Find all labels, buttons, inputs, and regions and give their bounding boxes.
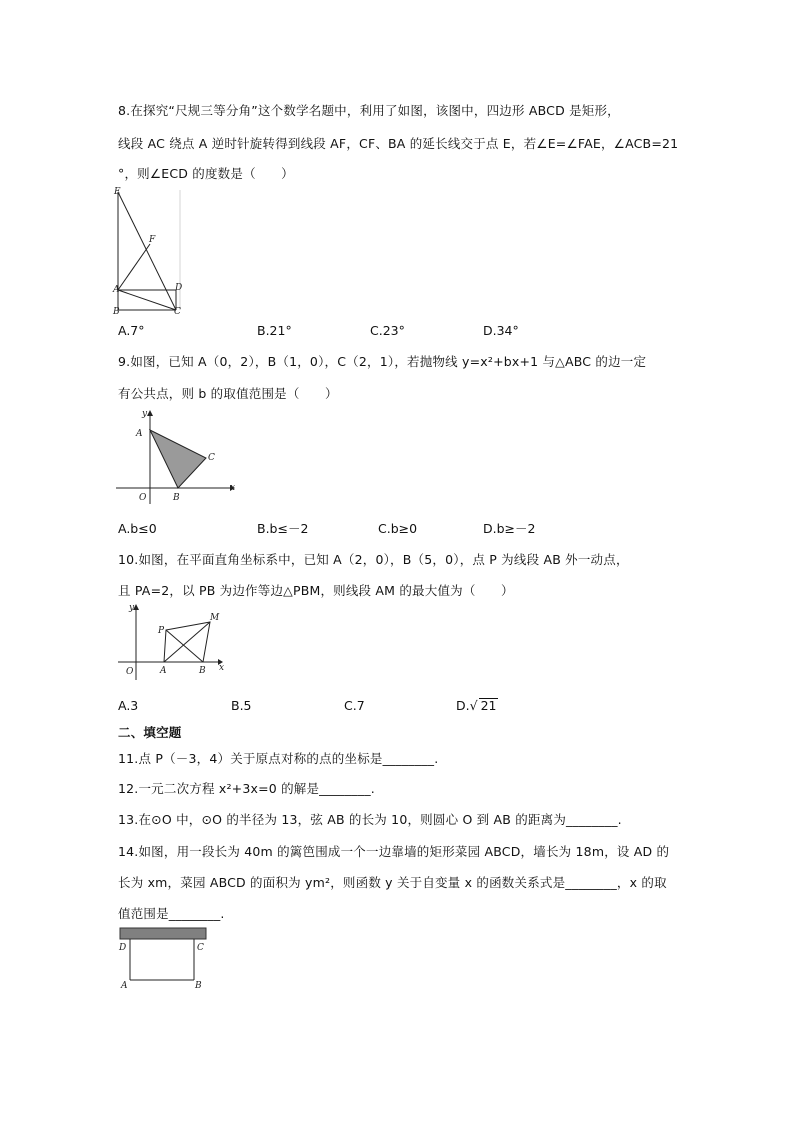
q8-label-A: A	[113, 285, 120, 295]
section-title: 二、填空题	[118, 725, 182, 740]
q10-label-P: P	[158, 626, 165, 636]
q10-label-B: B	[199, 666, 206, 676]
q13-text: 13.在⊙O 中，⊙O 的半径为 13，弦 AB 的长为 10，则圆心 O 到 AB 的距离为________.	[118, 812, 622, 827]
q10-figure	[116, 602, 236, 682]
q10-option-a: A.3	[118, 698, 139, 713]
q9-line-2: 有公共点，则 b 的取值范围是（ ）	[118, 386, 338, 401]
q10-label-x: x	[219, 663, 225, 673]
q9-option-b: B.b≤－2	[257, 521, 309, 536]
q14-label-A: A	[121, 981, 128, 991]
q9-label-y: y	[142, 409, 148, 419]
q10-option-d	[456, 698, 498, 714]
q14-label-B: B	[195, 981, 202, 991]
q8-option-a: A.7°	[118, 323, 145, 338]
q10-option-d-label: D.	[456, 698, 470, 713]
q9-option-d: D.b≥－2	[483, 521, 536, 536]
q11-text: 11.点 P（－3，4）关于原点对称的点的坐标是________.	[118, 751, 439, 766]
q10-label-y: y	[129, 603, 135, 613]
q9-option-a: A.b≤0	[118, 521, 157, 536]
q14-line-1: 14.如图，用一段长为 40m 的篱笆围成一个一边靠墙的矩形菜园 ABCD，墙长为 18m，设 AD 的	[118, 844, 670, 859]
q10-option-b: B.5	[231, 698, 252, 713]
q10-label-A: A	[160, 666, 167, 676]
q8-option-b: B.21°	[257, 323, 292, 338]
q14-line-2: 长为 xm，菜园 ABCD 的面积为 ym²，则函数 y 关于自变量 x 的函数关系式是________，x 的取	[118, 875, 667, 890]
q8-label-C: C	[174, 307, 181, 317]
q14-label-C: C	[197, 943, 204, 953]
q9-option-c: C.b≥0	[378, 521, 418, 536]
q8-figure	[112, 186, 202, 326]
q10-label-O: O	[126, 667, 134, 677]
q9-label-A: A	[136, 429, 143, 439]
q8-option-c: C.23°	[370, 323, 405, 338]
q10-line-2: 且 PA=2，以 PB 为边作等边△PBM，则线段 AM 的最大值为（ ）	[118, 583, 514, 598]
q8-line-2: 线段 AC 绕点 A 逆时针旋转得到线段 AF，CF、BA 的延长线交于点 E，若∠E=∠FAE，∠ACB=21	[118, 136, 679, 151]
q14-figure	[116, 926, 216, 996]
sqrt-icon: √	[469, 698, 478, 713]
q8-label-B: B	[113, 307, 120, 317]
q14-line-3: 值范围是________.	[118, 906, 225, 921]
q8-label-E: E	[114, 187, 121, 197]
q8-line-1: 8.在探究“尺规三等分角”这个数学名题中，利用了如图，该图中，四边形 ABCD 是矩形，	[118, 103, 620, 118]
q10-option-c: C.7	[344, 698, 365, 713]
q10-line-1: 10.如图，在平面直角坐标系中，已知 A（2，0），B（5，0），点 P 为线段 AB 外一动点，	[118, 552, 629, 567]
q9-line-1: 9.如图，已知 A（0，2），B（1，0），C（2，1），若抛物线 y=x²+bx+1 与△ABC 的边一定	[118, 354, 647, 369]
q9-figure	[114, 406, 244, 506]
q8-label-F: F	[149, 235, 156, 245]
q8-label-D: D	[175, 283, 183, 293]
q12-text: 12.一元二次方程 x²+3x=0 的解是________.	[118, 781, 375, 796]
q9-label-C: C	[208, 453, 215, 463]
q10-label-M: M	[210, 613, 220, 623]
q14-label-D: D	[119, 943, 127, 953]
q9-label-x: x	[230, 483, 236, 493]
q10-option-d-radicand: 21	[480, 698, 497, 713]
q8-line-3: °，则∠ECD 的度数是（ ）	[118, 166, 294, 181]
q9-label-B: B	[173, 493, 180, 503]
q8-option-d: D.34°	[483, 323, 519, 338]
q9-label-O: O	[139, 493, 147, 503]
